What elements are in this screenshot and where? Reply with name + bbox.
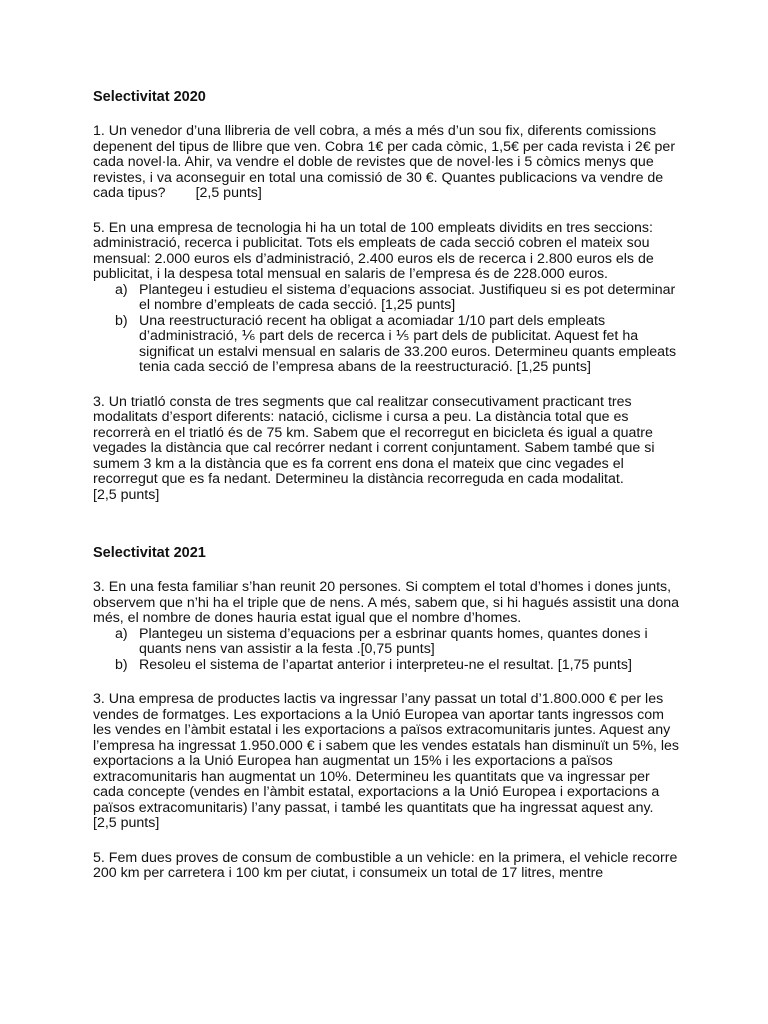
subitem-label: a) — [115, 625, 128, 642]
problem-text: 1. Un venedor d’una llibreria de vell cobra, a més a més d’un sou fix, diferents comissions depenent del tipus de llibre que ven. Cobra 1€ per cada còmic, 1,5€ per cada revista i 2€ per cada novel·la. Ahir, va vendre el doble de revistes que de novel·les i 5 còmics menys que revistes, i va aconseguir en total una comissió de 30 €. Quantes publicacions va vendre de cada tipus? — [93, 123, 676, 201]
problem-text: 5. En una empresa de tecnologia hi ha un total de 100 empleats dividits en tres seccions: administració, recerca i publicitat. Tots els empleats de cada secció cobren el mateix sou mensual: 2.000 euros els d’administració, 2.400 euros els de recerca i 2.800 euros els de publicitat, i la despesa total mensual en salaris de l’empresa és de 228.000 euros. — [93, 219, 654, 282]
problem-3a-2021 — [93, 580, 683, 673]
section-title: Selectivitat 2020 — [93, 89, 206, 105]
problem-text: 3. En una festa familiar s’han reunit 20 persones. Si comptem el total d’homes i dones junts, observem que n’hi ha el triple que de nens. A més, sabem que, si hi hagués assistit una dona més, el nombre de dones hauria estat igual que el nombre d’homes. — [93, 579, 679, 626]
problem-3b-2021 — [93, 692, 683, 832]
section-2020 — [93, 88, 683, 503]
problem-5-2021 — [93, 851, 683, 882]
problem-1-2020 — [93, 124, 683, 202]
section-title: Selectivitat 2021 — [93, 545, 206, 561]
document-page — [93, 88, 683, 901]
subitem-text: Plantegeu un sistema d’equacions per a esbrinar quants homes, quantes dones i quants nens van assistir a la festa .[0,75 punts] — [139, 625, 648, 657]
subitem-a — [93, 627, 683, 658]
subitem-list — [93, 283, 683, 376]
section-2021 — [93, 544, 683, 882]
subitem-text: Una reestructuració recent ha obligat a acomiadar 1/10 part dels empleats d’administració, ⅙ part dels de recerca i ⅕ part dels de publicitat. Aquest fet ha significat un estalvi mensual en salaris de 33.200 euros. Determineu quants empleats tenia cada secció de l’empresa abans de la reestructuració. [1,25 punts] — [139, 312, 677, 375]
problem-points: [2,5 punts] — [93, 486, 160, 503]
problem-points: [2,5 punts] — [93, 815, 160, 831]
subitem-list — [93, 627, 683, 674]
problem-points: [2,5 punts] — [195, 185, 262, 201]
problem-5-2020 — [93, 221, 683, 376]
problem-3-2020 — [93, 395, 683, 504]
problem-text: 5. Fem dues proves de consum de combustible a un vehicle: en la primera, el vehicle recorre 200 km per carretera i 100 km per ciutat, i consumeix un total de 17 litres, mentre — [93, 849, 678, 881]
subitem-label: a) — [115, 281, 128, 298]
subitem-label: b) — [115, 312, 128, 329]
problem-text: 3. Una empresa de productes lactis va ingressar l’any passat un total d’1.800.000 € per les vendes de formatges. Les exportacions a la Unió Europea van aportar tants ingressos com les vendes en l’àmbit estatal i les exportacions a països extracomunitaris juntes. Aquest any l’empresa ha ingressat 1.950.000 € i sabem que les vendes estatals han disminuït un 5%, les exportacions a la Unió Europea han augmentat un 15% i les exportacions a països extracomunitaris han augmentat un 10%. Determineu les quantitats que va ingressar per cada concepte (vendes en l’àmbit estatal, exportacions a la Unió Europea i exportacions a països extracomunitaris) l’any passat, i també les quantitats que ha ingressat aquest any. — [93, 691, 679, 816]
subitem-b — [93, 314, 683, 376]
subitem-text: Plantegeu i estudieu el sistema d’equacions associat. Justifiqueu si es pot determinar el nombre d’empleats de cada secció. [1,25 punts] — [139, 281, 676, 313]
subitem-b — [93, 658, 683, 674]
subitem-text: Resoleu el sistema de l’apartat anterior i interpreteu-ne el resultat. [1,75 punts] — [139, 656, 632, 673]
problem-text: 3. Un triatló consta de tres segments que cal realitzar consecutivament practicant tres modalitats d’esport diferents: natació, ciclisme i cursa a peu. La distància total que es recorrerà en el triatló és de 75 km. Sabem que el recorregut en bicicleta és igual a quatre vegades la distància que cal recórrer nedant i corrent conjuntament. Sabem també que si sumem 3 km a la distància que es fa corrent ens dona el mateix que cinc vegades el recorregut que es fa nedant. Determineu la distància recorreguda en cada modalitat. — [93, 393, 655, 487]
subitem-label: b) — [115, 656, 128, 673]
subitem-a — [93, 283, 683, 314]
